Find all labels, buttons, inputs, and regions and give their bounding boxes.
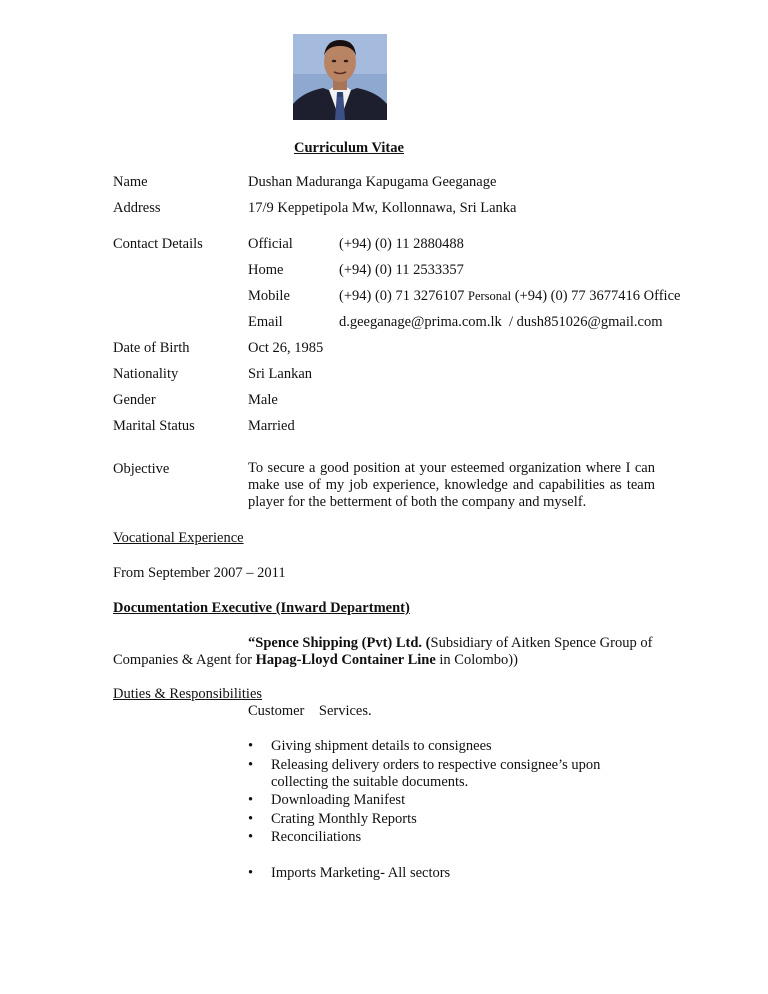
duties-subheading: Customer Services. [248, 703, 372, 719]
bullet-icon: • [248, 757, 254, 773]
contact-email-value: d.geeganage@prima.com.lk / dush851026@gmail.com [339, 314, 663, 330]
duty-text: Downloading Manifest [271, 792, 406, 808]
bullet-icon: • [248, 865, 254, 881]
profile-photo [293, 34, 387, 120]
portrait-image [293, 34, 387, 120]
address-label: Address [113, 200, 161, 216]
contact-home-value: (+94) (0) 11 2533357 [339, 262, 464, 278]
company-location: in Colombo)) [435, 652, 518, 668]
objective-text: To secure a good position at your esteemed organization where I can make use of my job experience, knowledge and capabilities as team player for the betterment of both the company and myself. [248, 460, 655, 510]
name-label: Name [113, 174, 148, 190]
gender-label: Gender [113, 392, 156, 408]
nationality-label: Nationality [113, 366, 179, 382]
duty-text: Giving shipment details to consignees [271, 738, 492, 754]
company-line-2 [113, 651, 518, 669]
company-name: “Spence Shipping (Pvt) Ltd. ( [248, 635, 431, 651]
vocational-experience-heading: Vocational Experience [113, 530, 244, 546]
principal-line-name: Hapag-Lloyd Container Line [255, 652, 436, 668]
objective-label: Objective [113, 461, 170, 477]
marital-status-label: Marital Status [113, 418, 195, 434]
dob-label: Date of Birth [113, 340, 190, 356]
contact-mobile-label: Mobile [248, 288, 290, 304]
address-value: 17/9 Keppetipola Mw, Kollonnawa, Sri Lanka [248, 200, 517, 216]
company-line-1 [248, 634, 652, 652]
contact-details-label: Contact Details [113, 236, 203, 252]
dob-value: Oct 26, 1985 [248, 340, 324, 356]
position-title: Documentation Executive (Inward Department) [113, 600, 410, 616]
bullet-icon: • [248, 792, 254, 808]
contact-mobile-value [339, 287, 680, 305]
gender-value: Male [248, 392, 278, 408]
mobile-personal-note: Personal [468, 289, 512, 303]
contact-email-label: Email [248, 314, 283, 330]
contact-home-label: Home [248, 262, 284, 278]
duty-text: Crating Monthly Reports [271, 811, 417, 827]
experience-period: From September 2007 – 2011 [113, 565, 286, 581]
contact-official-label: Official [248, 236, 293, 252]
bullet-icon: • [248, 738, 254, 754]
bullet-icon: • [248, 829, 254, 845]
duty-text: Reconciliations [271, 829, 362, 845]
company-agent-text: Companies & Agent for [113, 652, 256, 668]
duty-text: Releasing delivery orders to respective consignee’s upon collecting the suitable documents. [271, 757, 601, 790]
bullet-icon: • [248, 811, 254, 827]
document-title: Curriculum Vitae [294, 140, 404, 156]
nationality-value: Sri Lankan [248, 366, 313, 382]
contact-official-value: (+94) (0) 11 2880488 [339, 236, 464, 252]
marital-status-value: Married [248, 418, 295, 434]
duties-heading: Duties & Responsibilities [113, 686, 263, 702]
duty-text: Imports Marketing- All sectors [271, 865, 451, 881]
name-value: Dushan Maduranga Kapugama Geeganage [248, 174, 497, 190]
mobile-personal-number: (+94) (0) 71 3276107 [339, 288, 465, 304]
company-subsidiary: Subsidiary of Aitken Spence Group of [430, 635, 653, 651]
mobile-office-number: (+94) (0) 77 3677416 Office [514, 288, 681, 304]
